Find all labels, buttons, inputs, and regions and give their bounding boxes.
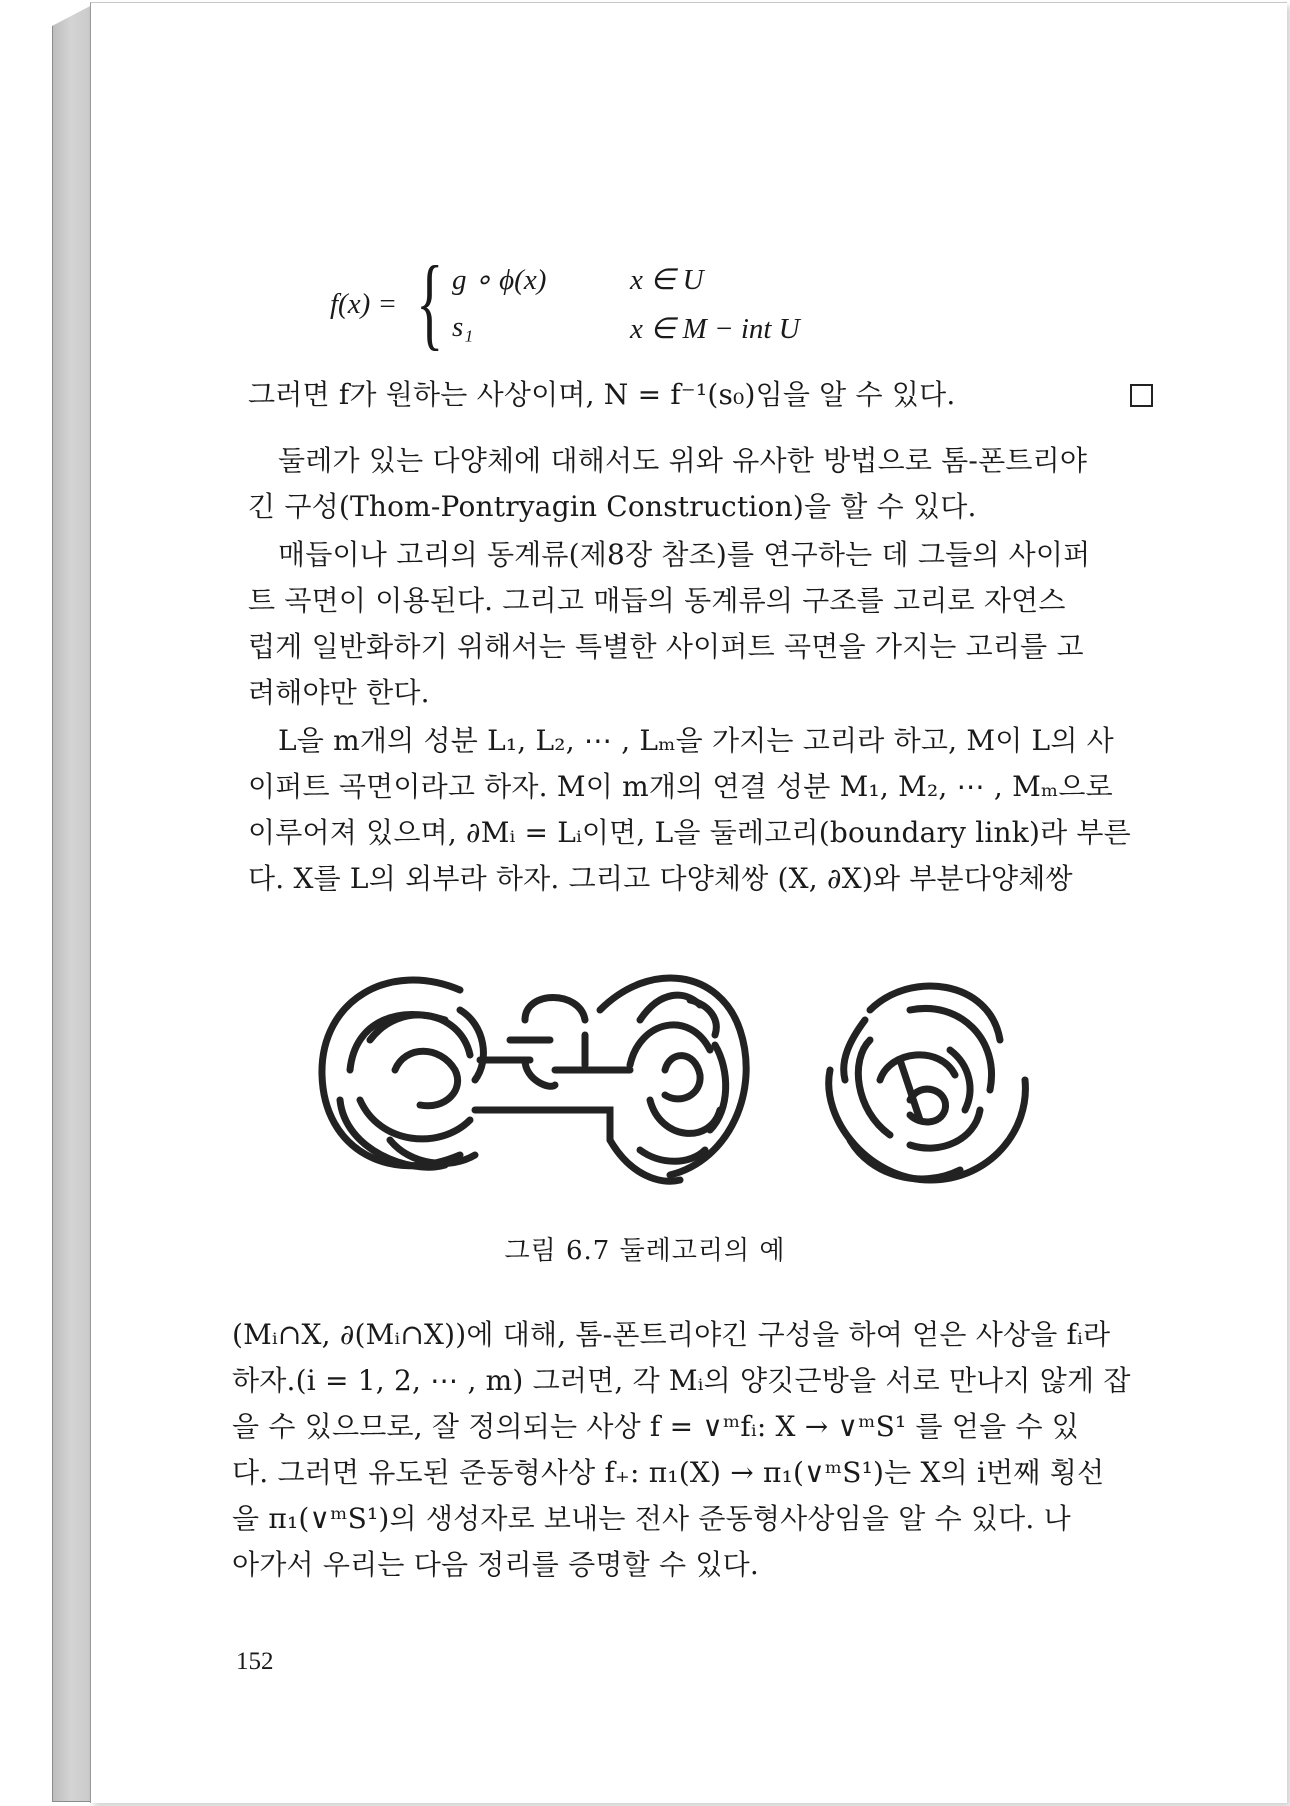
text-line: 을 수 있으므로, 잘 정의되는 사상 f = ∨ᵐfᵢ: X → ∨ᵐS¹ 를 얻을 수 있 <box>232 1410 1080 1443</box>
right-link-component <box>600 978 746 1181</box>
text-line: 이퍼트 곡면이라고 하자. M이 m개의 연결 성분 M₁, M₂, ⋯ , Mₘ으로 <box>248 770 1113 803</box>
formula-case1-value: g ∘ ϕ(x) <box>452 264 547 296</box>
text-line: 다. 그러면 유도된 준동형사상 f₊: π₁(X) → π₁(∨ᵐS¹)는 X의 i번째 횡선 <box>232 1456 1105 1489</box>
formula-case2-condition: x ∈ M − int U <box>630 313 800 345</box>
text-line: 긴 구성(Thom-Pontryagin Construction)을 할 수 있다. <box>248 490 977 523</box>
formula-case2-value: s₁ <box>452 311 474 343</box>
text-line: 아가서 우리는 다음 정리를 증명할 수 있다. <box>232 1548 759 1581</box>
text-line: 다. X를 L의 외부라 하자. 그리고 다양체쌍 (X, ∂X)와 부분다양체쌍 <box>248 862 1073 895</box>
right-separate-link <box>829 986 1026 1180</box>
piecewise-formula <box>330 245 800 360</box>
paragraph-conclusion <box>248 372 1108 418</box>
middle-bridge-component <box>510 998 630 1087</box>
text-line: 럽게 일반화하기 위해서는 특별한 사이퍼트 곡면을 가지는 고리를 고 <box>248 630 1084 663</box>
formula-case1-condition: x ∈ U <box>630 264 704 296</box>
paragraph-homomorphism <box>232 1312 1152 1588</box>
paragraph-boundary-link <box>248 718 1148 902</box>
paragraph-seifert-surface <box>248 532 1148 716</box>
text-line: 이루어져 있으며, ∂Mᵢ = Lᵢ이면, L을 둘레고리(boundary link)라 부른 <box>248 816 1131 849</box>
text-line: 트 곡면이 이용된다. 그리고 매듭의 동계류의 구조를 고리로 자연스 <box>248 584 1066 617</box>
qed-square-icon <box>1130 384 1153 407</box>
formula-lhs: f(x) = <box>330 288 398 320</box>
page-number: 152 <box>236 1648 274 1675</box>
text-line: 을 π₁(∨ᵐS¹)의 생성자로 보내는 전사 준동형사상임을 알 수 있다. 나 <box>232 1502 1071 1535</box>
paragraph-thom-pontryagin <box>248 438 1148 530</box>
text-line: 매듭이나 고리의 동계류(제8장 참조)를 연구하는 데 그들의 사이퍼 <box>278 538 1091 571</box>
text-line: 려해야만 한다. <box>248 676 430 709</box>
book-edge <box>52 4 94 1802</box>
text-line: 그러면 f가 원하는 사상이며, N = f⁻¹(s₀)임을 알 수 있다. <box>248 378 956 411</box>
boundary-link-figure <box>310 950 1070 1200</box>
text-line: 둘레가 있는 다양체에 대해서도 위와 유사한 방법으로 톰-폰트리야 <box>278 444 1088 477</box>
text-line: L을 m개의 성분 L₁, L₂, ⋯ , Lₘ을 가지는 고리라 하고, M이 L의 사 <box>278 724 1114 757</box>
left-link-component <box>322 980 610 1167</box>
figure-caption: 그림 6.7 둘레고리의 예 <box>504 1236 786 1266</box>
text-line: (Mᵢ∩X, ∂(Mᵢ∩X))에 대해, 톰-폰트리야긴 구성을 하여 얻은 사상을 fᵢ라 <box>232 1318 1111 1351</box>
text-line: 하자.(i = 1, 2, ⋯ , m) 그러면, 각 Mᵢ의 양깃근방을 서로 만나지 않게 잡 <box>232 1364 1131 1397</box>
formula-brace: { <box>416 245 444 360</box>
